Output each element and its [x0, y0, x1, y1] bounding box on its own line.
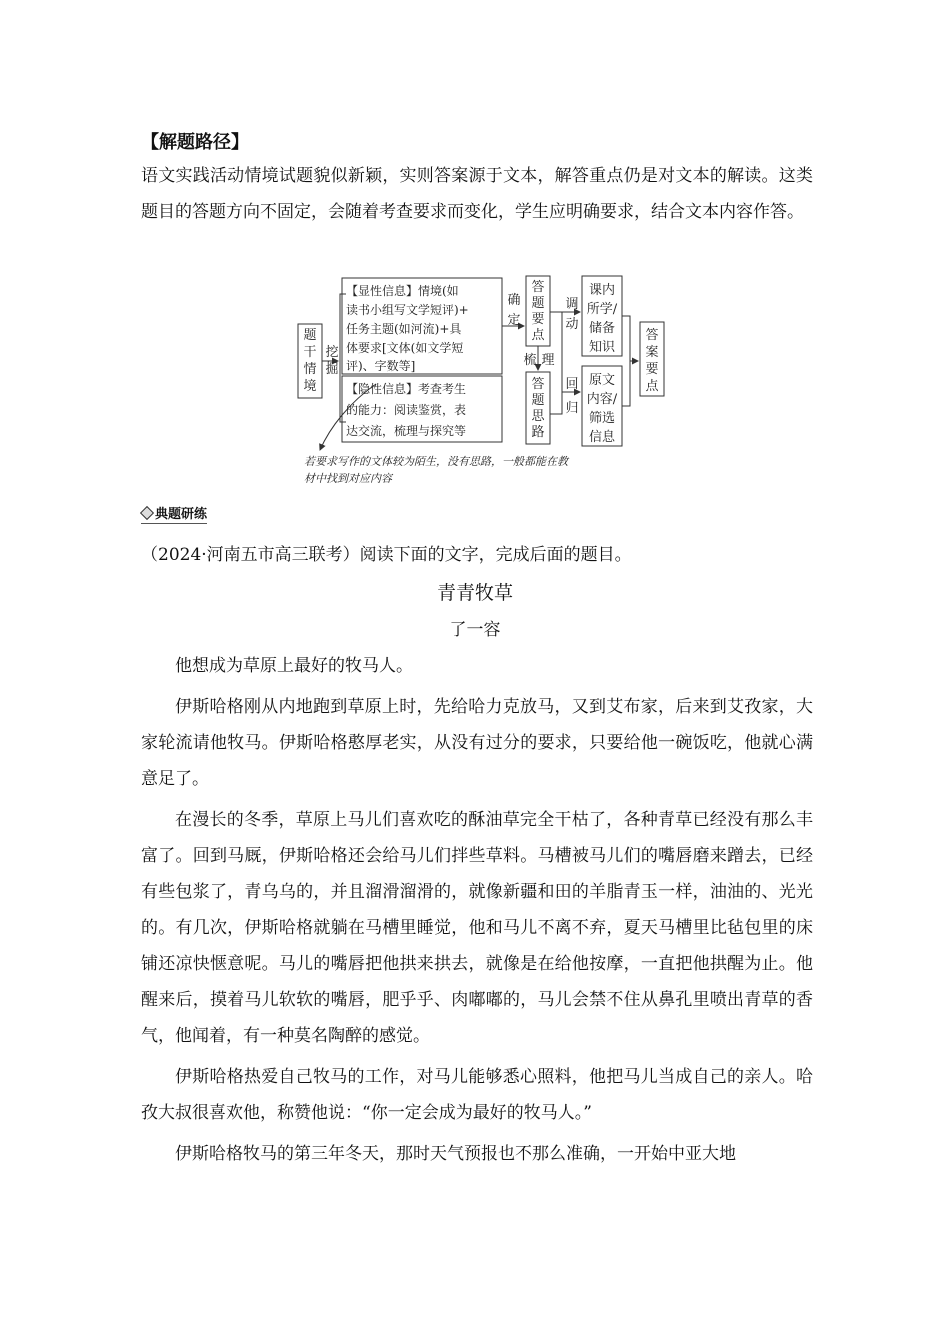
note-line-1: 若要求写作的文体较为陌生，没有思路，一般都能在教	[304, 455, 568, 468]
start-char-4: 境	[303, 379, 317, 394]
answer-points-char-1: 答	[531, 280, 545, 295]
sort-char-1: 梳	[523, 353, 537, 368]
answer-points-char-3: 要	[531, 312, 545, 327]
final-char-3: 要	[645, 362, 659, 377]
practice-badge	[141, 503, 207, 524]
implicit-line-1: 【隐性信息】考查考生	[346, 382, 467, 396]
solution-path-diagram	[290, 272, 670, 490]
explicit-line-2: 读书小组写文学短评)+	[346, 303, 469, 317]
article-title: 青青牧草	[436, 582, 513, 604]
explicit-line-5: 评)、字数等]	[346, 359, 416, 373]
paragraph: 伊斯哈格牧马的第三年冬天，那时天气预报也不那么准确，一开始中亚大地	[175, 1144, 736, 1164]
paragraph: 伊斯哈格刚从内地跑到草原上时，先给哈力克放马，又到艾布家，后来到艾孜家，大家轮流请他牧马。伊斯哈格憨厚老实，从没有过分的要求，只要给他一碗饭吃，他就心满意足了。	[141, 697, 813, 789]
explicit-line-1: 【显性信息】情境(如	[346, 284, 459, 298]
confirm-char-1: 确	[507, 293, 521, 308]
answer-points-char-2: 题	[531, 296, 545, 311]
article-body	[141, 648, 813, 1177]
mobilize-char-1: 调	[565, 297, 579, 312]
implicit-line-3: 达交流，梳理与探究等	[346, 424, 467, 438]
answer-points-char-4: 点	[531, 328, 545, 343]
answer-path-char-3: 思	[531, 409, 545, 424]
paragraph: 在漫长的冬季，草原上马儿们喜欢吃的酥油草完全干枯了，各种青草已经没有那么丰富了。回到马厩，伊斯哈格还会给马儿们拌些草料。马槽被马儿们的嘴唇磨来蹭去，已经有些包浆了，青乌乌的，并且溜滑溜滑的，就像新疆和田的羊脂青玉一样，油油的、光光的。有几次，伊斯哈格就躺在马槽里睡觉，他和马儿不离不弃，夏天马槽里比毡包里的床铺还凉快惬意呢。马儿的嘴唇把他拱来拱去，就像是在给他按摩，一直把他拱醒为止。他醒来后，摸着马儿软软的嘴唇，肥乎乎、肉嘟嘟的，马儿会禁不住从鼻孔里喷出青草的香气，他闻着，有一种莫名陶醉的感觉。	[141, 810, 813, 1046]
answer-path-char-2: 题	[531, 393, 545, 408]
explicit-line-4: 体要求[文体(如文学短	[346, 341, 464, 355]
article-author: 了一容	[449, 620, 501, 640]
final-char-2: 案	[645, 345, 659, 360]
sort-char-2: 理	[541, 353, 555, 368]
mobilize-char-2: 动	[565, 317, 579, 332]
answer-path-char-4: 路	[531, 425, 545, 440]
answer-path-char-1: 答	[531, 377, 545, 392]
dig-char-1: 挖	[325, 345, 339, 360]
explicit-line-3: 任务主题(如河流)+具	[346, 322, 462, 336]
knowledge-line-4: 知识	[588, 340, 616, 355]
knowledge-line-3: 储备	[588, 321, 616, 336]
recall-char-1: 回	[565, 377, 579, 392]
text-box-line-4: 信息	[588, 430, 616, 445]
start-char-2: 干	[303, 345, 317, 360]
recall-char-2: 归	[565, 401, 579, 416]
text-box-line-1: 原文	[588, 373, 616, 388]
start-char-3: 情	[303, 362, 317, 377]
text-box-line-2: 内容/	[586, 392, 618, 407]
start-char-1: 题	[303, 328, 317, 343]
confirm-char-2: 定	[507, 313, 521, 328]
final-char-1: 答	[645, 328, 659, 343]
intro-paragraph: 语文实践活动情境试题貌似新颖，实则答案源于文本，解答重点仍是对文本的解读。这类题目的答题方向不固定，会随着考查要求而变化，学生应明确要求，结合文本内容作答。	[141, 166, 813, 222]
implicit-line-2: 的能力：阅读鉴赏，表	[346, 403, 467, 417]
note-line-2: 材中找到对应内容	[304, 472, 392, 485]
final-char-4: 点	[645, 379, 659, 394]
text-box-line-3: 筛选	[588, 411, 616, 426]
paragraph: 他想成为草原上最好的牧马人。	[175, 656, 413, 676]
knowledge-line-1: 课内	[588, 283, 616, 298]
knowledge-line-2: 所学/	[586, 302, 618, 317]
paragraph: 伊斯哈格热爱自己牧马的工作，对马儿能够悉心照料，他把马儿当成自己的亲人。哈孜大叔很喜欢他，称赞他说：“你一定会成为最好的牧马人。”	[141, 1067, 813, 1123]
section-heading: 【解题路径】	[141, 132, 249, 153]
diamond-icon	[141, 507, 152, 518]
badge-label: 典题研练	[155, 507, 208, 522]
source-line: （2024·河南五市高三联考）阅读下面的文字，完成后面的题目。	[141, 545, 632, 565]
dig-char-2: 掘	[325, 362, 339, 377]
